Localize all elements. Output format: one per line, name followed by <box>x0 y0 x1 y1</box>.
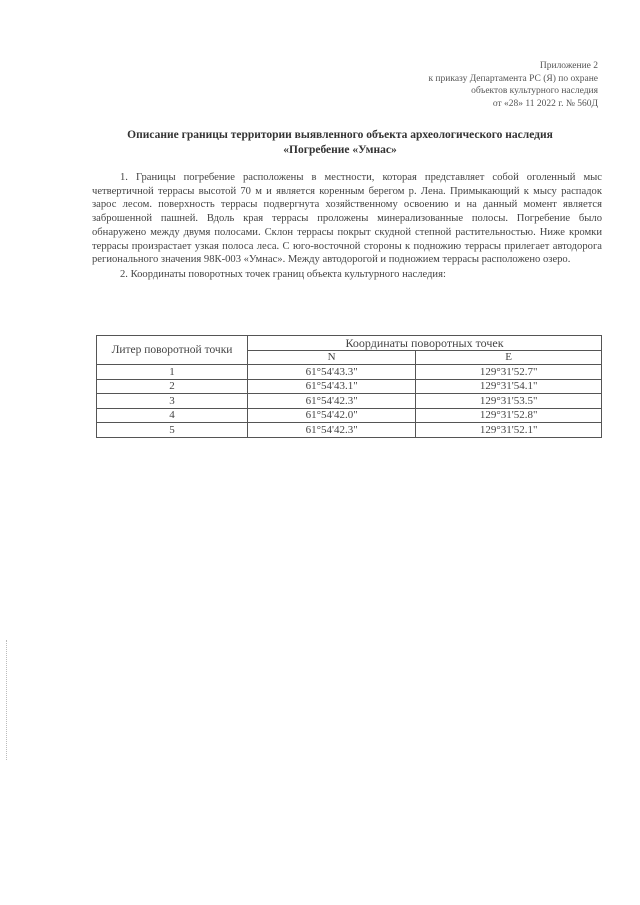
cell-n: 61°54'43.1" <box>248 379 416 394</box>
table-row <box>97 394 602 409</box>
cell-n: 61°54'42.0" <box>248 408 416 423</box>
table-row <box>97 423 602 438</box>
appendix-line-3: объектов культурного наследия <box>471 86 598 96</box>
table-row <box>97 379 602 394</box>
appendix-line-2: к приказу Департамента РС (Я) по охране <box>428 73 598 84</box>
scan-margin-marks <box>6 640 11 760</box>
appendix-header <box>428 60 598 110</box>
paragraph-1: 1. Границы погребение расположены в местности, которая представляет собой оголенный мыс четвертичной террасы высотой 70 м и является коренным берегом р. Лена. Примыкающий к мысу распадок зарос лесом. поверхность террасы подвергнута хозяйственному освоению и на данный момент является заброшенной пашней. Вдоль края террасы проложены минерализованные полосы. Погребение было обнаружено между двумя полосами. Склон террасы покрыт скудной степной растительностью. Ниже кромки террасы произрастает узкая полоса леса. С юго-восточной стороны к подножию террасы прилегает автодорога регионального значения 98К-003 «Умнас». Между автодорогой и подножием террасы расположено озеро. <box>92 172 602 266</box>
cell-liter: 4 <box>97 408 248 423</box>
appendix-line-1: Приложение 2 <box>539 61 598 71</box>
title-line-1: Описание границы территории выявленного объекта археологического наследия <box>127 129 553 141</box>
cell-liter: 3 <box>97 394 248 409</box>
cell-e: 129°31'52.1" <box>416 423 602 438</box>
appendix-line-4: от «28» 11 2022 г. № 560Д <box>492 98 598 109</box>
cell-liter: 5 <box>97 423 248 438</box>
cell-n: 61°54'42.3" <box>248 423 416 438</box>
cell-e: 129°31'52.7" <box>416 365 602 380</box>
cell-e: 129°31'54.1" <box>416 379 602 394</box>
paragraph-2: 2. Координаты поворотных точек границ объекта культурного наследия: <box>120 268 446 280</box>
title-line-2: «Погребение «Умнас» <box>283 144 397 156</box>
document-body <box>92 171 602 282</box>
coordinates-table <box>96 335 602 438</box>
header-coordinates: Координаты поворотных точек <box>248 336 602 351</box>
header-n: N <box>248 351 416 365</box>
header-e: E <box>416 351 602 365</box>
cell-liter: 2 <box>97 379 248 394</box>
header-liter: Литер поворотной точки <box>97 336 248 365</box>
document-title <box>80 128 600 158</box>
table-row <box>97 365 602 380</box>
cell-n: 61°54'43.3" <box>248 365 416 380</box>
cell-e: 129°31'53.5" <box>416 394 602 409</box>
cell-liter: 1 <box>97 365 248 380</box>
cell-n: 61°54'42.3" <box>248 394 416 409</box>
cell-e: 129°31'52.8" <box>416 408 602 423</box>
table-row <box>97 408 602 423</box>
